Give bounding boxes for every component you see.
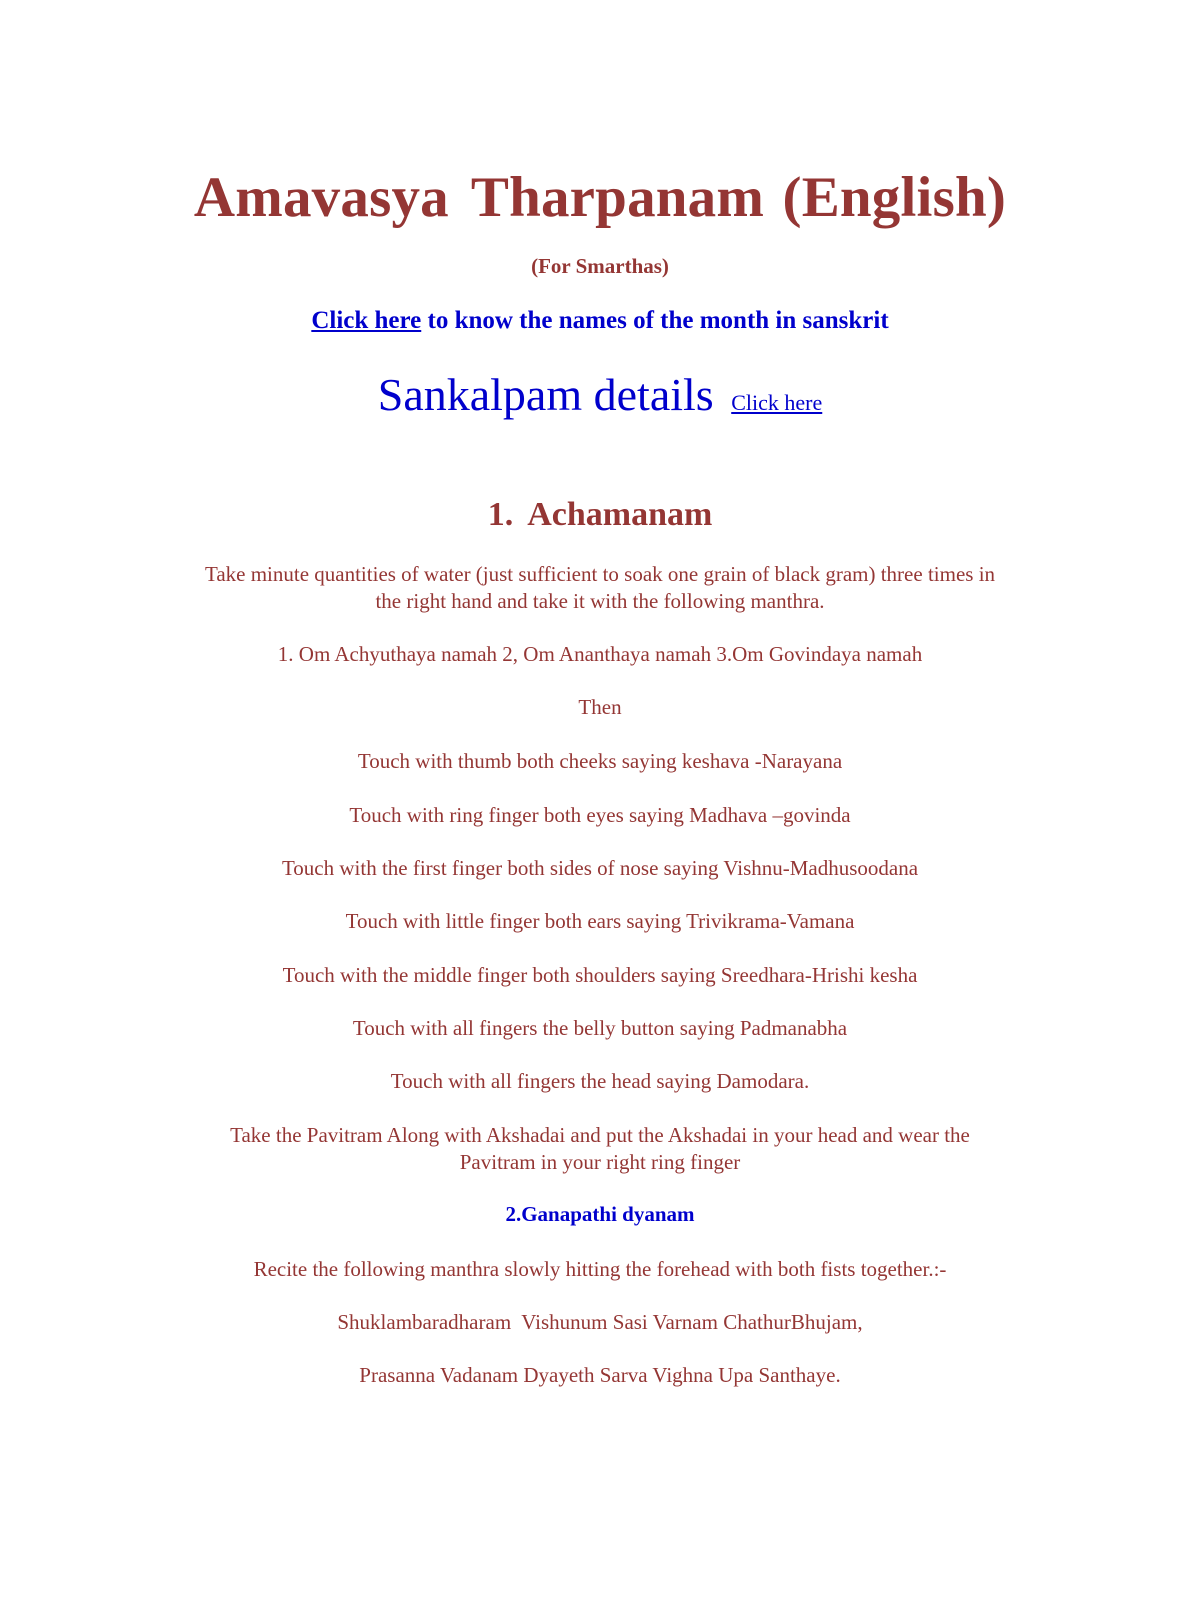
achamanam-intro-line-1: Take minute quantities of water (just sufficient to soak one grain of black gram) three times in	[204, 562, 996, 586]
page-title	[0, 165, 1200, 230]
title-part-1: Amavasya	[193, 166, 449, 229]
step-item: Touch with little finger both ears saying Trivikrama-Vamana	[345, 909, 855, 933]
step-item: Touch with the middle finger both shoulders saying Sreedhara-Hrishi kesha	[282, 963, 918, 987]
title-part-2: Tharpanam (English)	[470, 166, 1007, 229]
section-1-number: 1.	[487, 496, 514, 533]
pavitram-line-1: Take the Pavitram Along with Akshadai and put the Akshadai in your head and wear the	[230, 1123, 970, 1147]
sankalpam-link[interactable]: Click here	[731, 390, 823, 415]
sankalpam-line	[0, 368, 1200, 421]
ganapathi-manthra-line-1: Shuklambaradharam Vishunum Sasi Varnam ChathurBhujam,	[337, 1310, 863, 1334]
then-text: Then	[578, 695, 622, 719]
step-item: Touch with thumb both cheeks saying keshava -Narayana	[357, 749, 843, 773]
step-item: Touch with ring finger both eyes saying Madhava –govinda	[349, 803, 851, 827]
section-2-heading: 2.Ganapathi dyanam	[505, 1202, 695, 1226]
pavitram-line-2: Pavitram in your right ring finger	[459, 1150, 741, 1174]
month-names-line	[0, 307, 1200, 335]
step-item: Touch with all fingers the belly button saying Padmanabha	[352, 1016, 848, 1040]
section-1-heading	[0, 496, 1200, 534]
ganapathi-manthra-line-2: Prasanna Vadanam Dyayeth Sarva Vighna Upa Santhaye.	[359, 1363, 841, 1387]
month-names-text: to know the names of the month in sanskrit	[421, 307, 889, 334]
step-item: Touch with all fingers the head saying Damodara.	[390, 1069, 810, 1093]
achamanam-manthra: 1. Om Achyuthaya namah 2, Om Ananthaya namah 3.Om Govindaya namah	[277, 642, 923, 666]
step-item: Touch with the first finger both sides of nose saying Vishnu-Madhusoodana	[281, 856, 919, 880]
section-1-title: Achamanam	[527, 496, 713, 533]
page-subtitle: (For Smarthas)	[531, 254, 669, 278]
month-names-link[interactable]: Click here	[311, 307, 422, 334]
sankalpam-label: Sankalpam details	[377, 369, 714, 420]
achamanam-intro-line-2: the right hand and take it with the following manthra.	[375, 589, 825, 613]
ganapathi-instruction: Recite the following manthra slowly hitting the forehead with both fists together.:-	[253, 1257, 947, 1281]
